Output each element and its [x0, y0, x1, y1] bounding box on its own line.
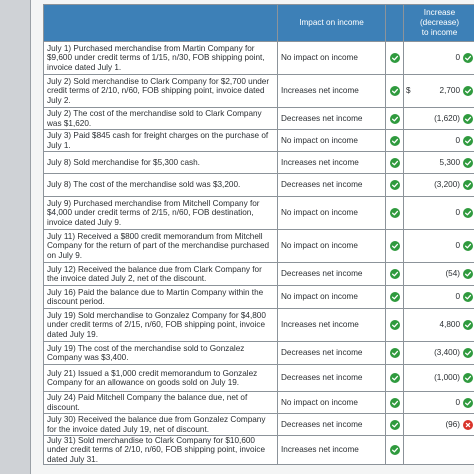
- transaction-description: July 31) Sold merchandise to Clark Company for $10,600 under credit terms of 2/10, n/60, FOB shipping point, invoice dated July 31.: [44, 436, 278, 465]
- check-circle-icon: [390, 292, 400, 302]
- currency-symbol: [404, 152, 416, 174]
- amount-cell: [416, 286, 474, 309]
- transaction-description: July 16) Paid the balance due to Martin Company within the discount period.: [44, 286, 278, 309]
- currency-symbol: [404, 230, 416, 263]
- table-row: [44, 197, 474, 230]
- table-row: [44, 263, 474, 286]
- table-row: [44, 75, 474, 108]
- transaction-description: July 9) Purchased merchandise from Mitchell Company for $4,000 under credit terms of 2/15, n/60, FOB destination, invoice dated July 9.: [44, 197, 278, 230]
- check-circle-icon: [390, 53, 400, 63]
- amount-input[interactable]: 2,700: [439, 86, 461, 96]
- impact-select[interactable]: No impact on income: [278, 286, 386, 309]
- impact-status-cell: [386, 130, 404, 152]
- table-row: [44, 130, 474, 152]
- impact-select[interactable]: No impact on income: [278, 392, 386, 414]
- amount-input[interactable]: (54): [445, 269, 461, 279]
- impact-status-cell: [386, 342, 404, 365]
- impact-select[interactable]: Decreases net income: [278, 414, 386, 436]
- check-circle-icon: [390, 348, 400, 358]
- table-row: [44, 342, 474, 365]
- table-row: [44, 365, 474, 392]
- check-circle-icon: [390, 114, 400, 124]
- table-row: [44, 174, 474, 197]
- currency-symbol: [404, 286, 416, 309]
- check-circle-icon: [390, 445, 400, 455]
- check-circle-icon: [463, 398, 473, 408]
- amount-input[interactable]: (1,000): [434, 373, 461, 383]
- header-increase-decrease: Increase (decrease) to income: [404, 5, 474, 42]
- amount-cell: [416, 309, 474, 342]
- transaction-description: July 8) Sold merchandise for $5,300 cash.: [44, 152, 278, 174]
- impact-status-cell: [386, 286, 404, 309]
- table-row: [44, 286, 474, 309]
- transaction-description: July 3) Paid $845 cash for freight charges on the purchase of July 1.: [44, 130, 278, 152]
- amount-input[interactable]: 4,800: [439, 320, 461, 330]
- currency-symbol: [404, 436, 416, 465]
- impact-status-cell: [386, 263, 404, 286]
- transaction-description: July 12) Received the balance due from Clark Company for the invoice dated July 2, net of the discount.: [44, 263, 278, 286]
- amount-input[interactable]: (96): [445, 419, 461, 429]
- check-circle-icon: [463, 180, 473, 190]
- impact-status-cell: [386, 365, 404, 392]
- amount-input[interactable]: (3,200): [434, 180, 461, 190]
- check-circle-icon: [463, 86, 473, 96]
- impact-select[interactable]: No impact on income: [278, 197, 386, 230]
- table-row: [44, 42, 474, 75]
- currency-symbol: [404, 392, 416, 414]
- transaction-description: July 21) Issued a $1,000 credit memorandum to Gonzalez Company for an allowance on goods sold on July 19.: [44, 365, 278, 392]
- currency-symbol: [404, 342, 416, 365]
- impact-status-cell: [386, 108, 404, 130]
- header-transaction: [44, 5, 278, 42]
- amount-input[interactable]: 0: [455, 135, 461, 145]
- table-row: [44, 436, 474, 465]
- amount-cell: [416, 130, 474, 152]
- impact-select[interactable]: Increases net income: [278, 436, 386, 465]
- amount-cell: [416, 174, 474, 197]
- impact-select[interactable]: Increases net income: [278, 152, 386, 174]
- impact-select[interactable]: Increases net income: [278, 75, 386, 108]
- impact-select[interactable]: Increases net income: [278, 309, 386, 342]
- currency-symbol: [404, 197, 416, 230]
- amount-cell: [416, 392, 474, 414]
- header-status: [386, 5, 404, 42]
- currency-symbol: [404, 130, 416, 152]
- check-circle-icon: [390, 320, 400, 330]
- amount-cell: [416, 436, 474, 465]
- amount-cell: [416, 263, 474, 286]
- check-circle-icon: [390, 420, 400, 430]
- currency-symbol: [404, 263, 416, 286]
- impact-status-cell: [386, 230, 404, 263]
- currency-symbol: [404, 309, 416, 342]
- check-circle-icon: [463, 241, 473, 251]
- check-circle-icon: [463, 348, 473, 358]
- check-circle-icon: [463, 269, 473, 279]
- impact-status-cell: [386, 309, 404, 342]
- check-circle-icon: [463, 292, 473, 302]
- check-circle-icon: [390, 180, 400, 190]
- check-circle-icon: [390, 269, 400, 279]
- currency-symbol: [404, 365, 416, 392]
- currency-symbol: [404, 108, 416, 130]
- amount-cell: [416, 197, 474, 230]
- check-circle-icon: [463, 373, 473, 383]
- check-circle-icon: [390, 86, 400, 96]
- transaction-description: July 24) Paid Mitchell Company the balance due, net of discount.: [44, 392, 278, 414]
- table-header-row: [44, 5, 474, 42]
- amount-input[interactable]: (1,620): [434, 113, 461, 123]
- amount-cell: [416, 230, 474, 263]
- impact-status-cell: [386, 75, 404, 108]
- check-circle-icon: [463, 208, 473, 218]
- amount-input[interactable]: 0: [455, 292, 461, 302]
- transaction-description: July 8) The cost of the merchandise sold was $3,200.: [44, 174, 278, 197]
- header-impact-on-income: Impact on income: [278, 5, 386, 42]
- transaction-description: July 2) The cost of the merchandise sold to Clark Company was $1,620.: [44, 108, 278, 130]
- check-circle-icon: [463, 158, 473, 168]
- impact-select[interactable]: Decreases net income: [278, 108, 386, 130]
- impact-select[interactable]: Decreases net income: [278, 263, 386, 286]
- impact-select[interactable]: Decreases net income: [278, 365, 386, 392]
- check-circle-icon: [390, 158, 400, 168]
- impact-status-cell: [386, 42, 404, 75]
- currency-symbol: [404, 414, 416, 436]
- amount-cell: [416, 108, 474, 130]
- impact-status-cell: [386, 197, 404, 230]
- x-circle-icon: [463, 420, 473, 430]
- check-circle-icon: [390, 373, 400, 383]
- impact-status-cell: [386, 152, 404, 174]
- check-circle-icon: [390, 241, 400, 251]
- amount-cell: [416, 365, 474, 392]
- amount-cell: [416, 414, 474, 436]
- currency-symbol: [404, 174, 416, 197]
- impact-select[interactable]: No impact on income: [278, 230, 386, 263]
- check-circle-icon: [390, 136, 400, 146]
- table-row: [44, 230, 474, 263]
- impact-status-cell: [386, 414, 404, 436]
- check-circle-icon: [390, 398, 400, 408]
- impact-status-cell: [386, 174, 404, 197]
- impact-select[interactable]: Decreases net income: [278, 174, 386, 197]
- transaction-description: July 19) Sold merchandise to Gonzalez Company for $4,800 under credit terms of 2/15, n/60, FOB shipping point, invoice dated July 19.: [44, 309, 278, 342]
- check-circle-icon: [463, 53, 473, 63]
- table-row: [44, 152, 474, 174]
- amount-input[interactable]: 5,300: [439, 157, 461, 167]
- worksheet-panel: [30, 0, 474, 474]
- amount-cell: [416, 75, 474, 108]
- currency-symbol: [404, 42, 416, 75]
- check-circle-icon: [390, 208, 400, 218]
- impact-select[interactable]: No impact on income: [278, 42, 386, 75]
- table-row: [44, 392, 474, 414]
- amount-cell: [416, 152, 474, 174]
- table-row: [44, 108, 474, 130]
- transaction-description: July 30) Received the balance due from Gonzalez Company for the invoice dated July 19, net of discount.: [44, 414, 278, 436]
- amount-input[interactable]: 0: [455, 397, 461, 407]
- transaction-description: July 1) Purchased merchandise from Martin Company for $9,600 under credit terms of 1/15, n/30, FOB shipping point, invoice dated July 1.: [44, 42, 278, 75]
- amount-input[interactable]: (3,400): [434, 348, 461, 358]
- impact-status-cell: [386, 436, 404, 465]
- transaction-description: July 19) The cost of the merchandise sold to Gonzalez Company was $3,400.: [44, 342, 278, 365]
- transactions-table: [43, 4, 474, 465]
- transaction-description: July 11) Received a $800 credit memorandum from Mitchell Company for the return of part of the merchandise purchased on July 9.: [44, 230, 278, 263]
- impact-select[interactable]: No impact on income: [278, 130, 386, 152]
- currency-symbol: $: [404, 75, 416, 108]
- check-circle-icon: [463, 320, 473, 330]
- amount-input[interactable]: 0: [455, 53, 461, 63]
- amount-input[interactable]: 0: [455, 241, 461, 251]
- transaction-description: July 2) Sold merchandise to Clark Company for $2,700 under credit terms of 2/10, n/60, FOB shipping point, invoice dated July 2.: [44, 75, 278, 108]
- amount-cell: [416, 42, 474, 75]
- impact-status-cell: [386, 392, 404, 414]
- amount-input[interactable]: 0: [455, 208, 461, 218]
- table-row: [44, 309, 474, 342]
- check-circle-icon: [463, 136, 473, 146]
- amount-cell: [416, 342, 474, 365]
- impact-select[interactable]: Decreases net income: [278, 342, 386, 365]
- table-row: [44, 414, 474, 436]
- check-circle-icon: [463, 114, 473, 124]
